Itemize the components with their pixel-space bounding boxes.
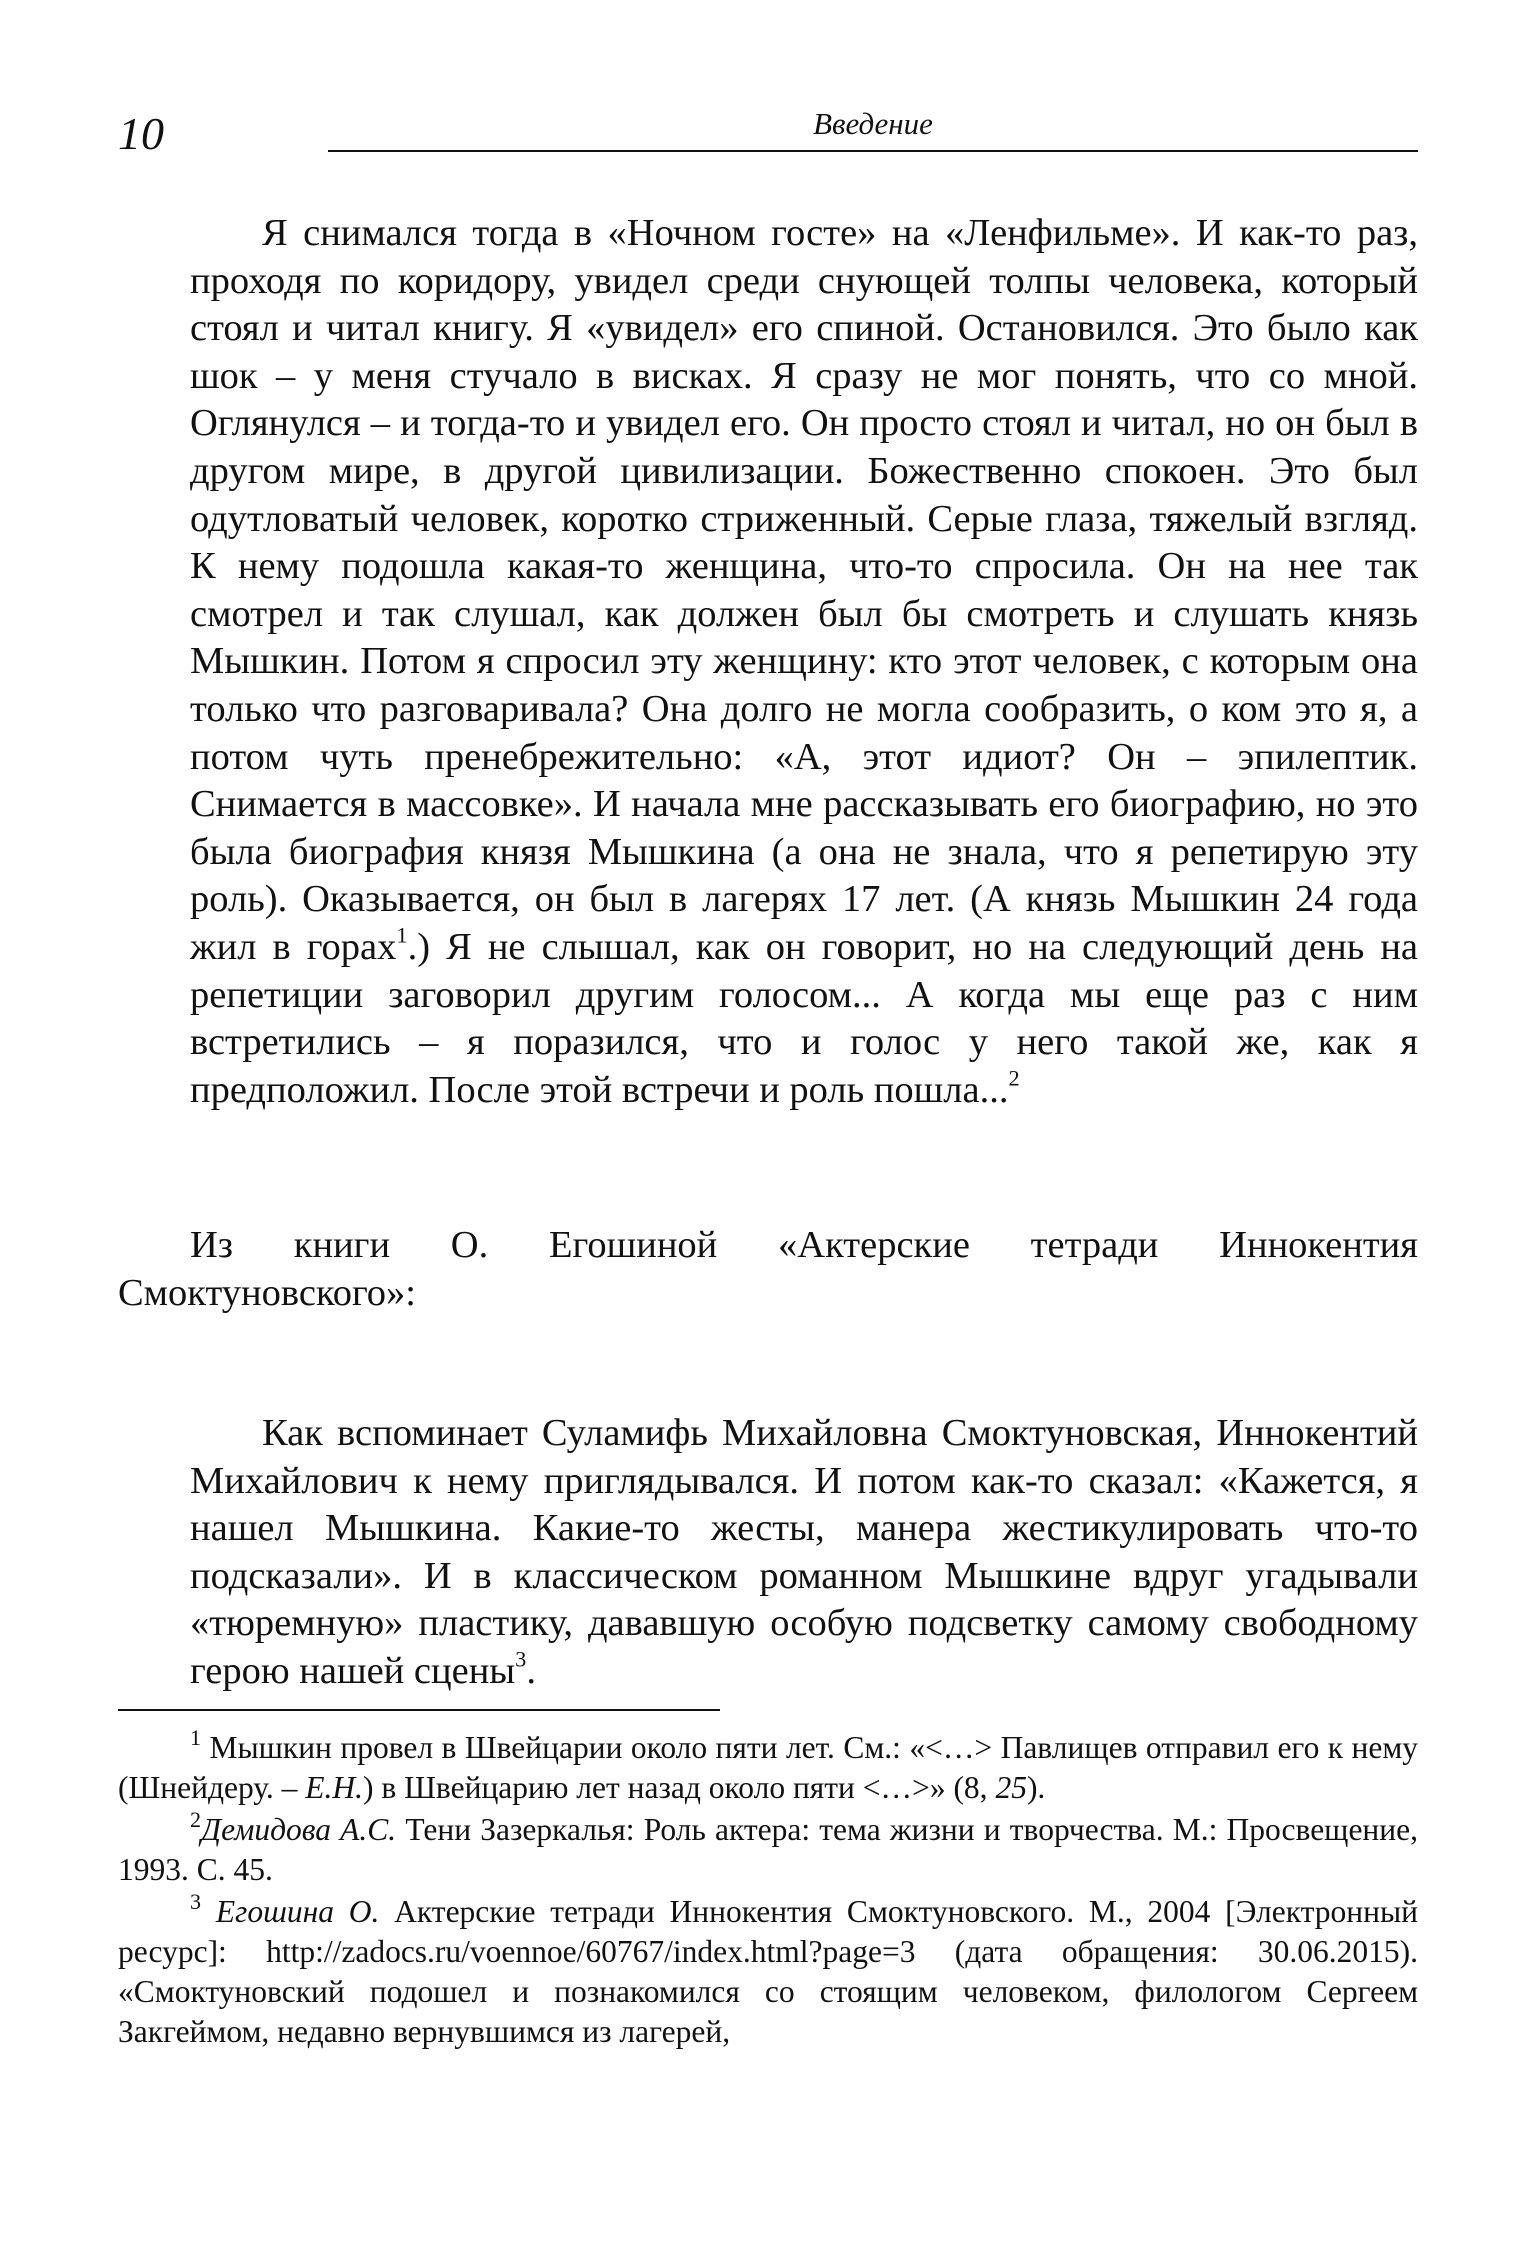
quote-text: Как вспоминает Суламифь Михайловна Смоктуновская, Иннокентий Михайлович к нему приглядывался. И потом как-то сказал: «Кажется, я нашел Мышкина. Какие-то жесты, манера жестикулировать что-то подсказали». И в классическом романном Мышкине вдруг угадывали «тюремную» пластику, дававшую особую подсветку самому свободному герою нашей сцены xyxy=(190,1412,1418,1692)
footnote-text: Тени Зазеркалья: Роль актера: тема жизни и творчества. М.: Просвещение, 1993. С. 45. xyxy=(118,1812,1418,1887)
footnote-mark: 1 xyxy=(190,1724,202,1750)
footnote-ref-2: 2 xyxy=(1008,1064,1020,1090)
footnote-ref-1: 1 xyxy=(396,922,408,948)
footnote-author: Демидова А.С. xyxy=(201,1812,397,1847)
footnote-3 xyxy=(118,1888,1419,2052)
footnote-mark: 3 xyxy=(190,1888,202,1914)
footnote-separator xyxy=(118,1709,720,1711)
footnote-2 xyxy=(118,1806,1418,1890)
footnote-text: Актерские тетради Иннокентия Смоктуновского. М., 2004 [Электронный ресурс]: http://zadocs.ru/voennoe/60767/index.html?page=3 (дата обращения: 30.06.2015). «Смоктуновский подошел и познакомился со стоящим человеком, филологом Сергеем Закгеймом, недавно вернувшимся из лагерей, xyxy=(118,1894,1419,2049)
page-number: 10 xyxy=(118,108,164,159)
footnote-ref-3: 3 xyxy=(515,1646,527,1672)
quote-egoshina xyxy=(190,1410,1418,1696)
quote-text-part1: Я снимался тогда в «Ночном госте» на «Ленфильме». И как-то раз, проходя по коридору, увидел среди снующей толпы человека, который стоял и читал книгу. Я «увидел» его спиной. Остановился. Это было как шок – у меня стучало в висках. Я сразу не мог понять, что со мной. Оглянулся – и тогда-то и увидел его. Он просто стоял и читал, но он был в другом мире, в другой цивилизации. Божественно спокоен. Это был одутловатый человек, коротко стриженный. Серые глаза, тяжелый взгляд. К нему подошла какая-то женщина, что-то спросила. Он на нее так смотрел и так слушал, как должен был бы смотреть и слушать князь Мышкин. Потом я спросил эту женщину: кто этот человек, с которым она только что разговаривала? Она долго не могла сообразить, о ком это я, а потом чуть пренебрежительно: «А, этот идиот? Он – эпилептик. Снимается в массовке». И начала мне рассказывать его биографию, но это была биография князя Мышкина (а она не знала, что я репетирую эту роль). Оказывается, он был в лагерях 17 лет. (А князь Мышкин 24 года жил в горах xyxy=(190,212,1418,968)
page-header xyxy=(118,100,1418,160)
footnotes xyxy=(118,1724,1419,2054)
footnote-1 xyxy=(118,1724,1419,1808)
quote-paragraph xyxy=(190,210,1418,1114)
running-head: Введение xyxy=(813,106,933,141)
quote-paragraph xyxy=(190,1410,1418,1696)
footnote-italic: Е.Н. xyxy=(305,1770,364,1805)
footnote-text: Мышкин провел в Швейцарии около пяти лет. См.: «<…> Павлищев отправил его к нему (Шнейдеру. – xyxy=(118,1730,1419,1805)
footnote-text: ). xyxy=(1026,1770,1046,1805)
quote-smoktunovsky xyxy=(190,210,1418,1114)
intro-paragraph: Из книги О. Егошиной «Актерские тетради Иннокентия Смоктуновского»: xyxy=(118,1224,1418,1314)
footnote-italic: 25 xyxy=(995,1770,1027,1805)
footnote-mark: 2 xyxy=(190,1806,202,1832)
header-rule xyxy=(328,150,1418,152)
quote-end: . xyxy=(526,1649,536,1692)
quote-text-part2: .) Я не слышал, как он говорит, но на следующий день на репетиции заговорил другим голосом... А когда мы еще раз с ним встретились – я поразился, что и голос у него такой же, как я предположил. После этой встречи и роль пошла... xyxy=(190,925,1419,1111)
footnote-author: Егошина О. xyxy=(215,1894,380,1929)
footnote-text: ) в Швейцарию лет назад около пяти <…>» (8, xyxy=(363,1770,996,1805)
